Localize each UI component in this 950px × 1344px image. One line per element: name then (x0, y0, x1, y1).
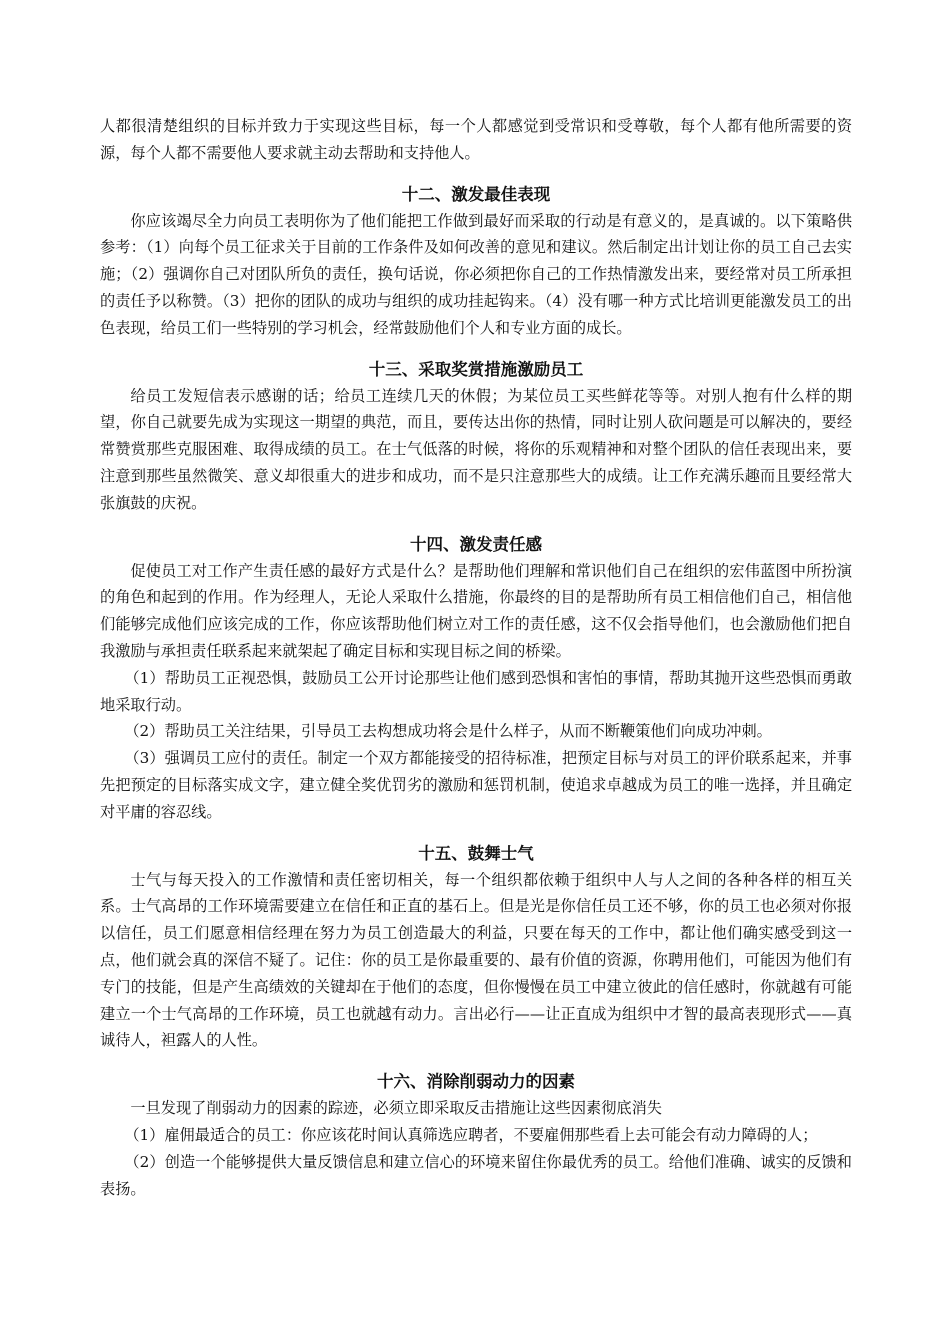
section-16-paragraph: 一旦发现了削弱动力的因素的踪迹，必须立即采取反击措施让这些因素彻底消失 (130, 1099, 662, 1118)
section-14-item-1: （1）帮助员工正视恐惧，鼓励员工公开讨论那些让他们感到恐惧和害怕的事情，帮助其抛开这些恐惧而勇敢地采取行动。 (100, 668, 852, 714)
section-13-title: 十三、采取奖赏措施激励员工 (368, 359, 584, 379)
intro-paragraph: 人都很清楚组织的目标并致力于实现这些目标，每一个人都感觉到受常识和受尊敬，每个人都有他所需要的资源，每个人都不需要他人要求就主动去帮助和支持他人。 (100, 117, 852, 162)
section-15-title: 十五、鼓舞士气 (418, 843, 534, 863)
section-16-title: 十六、消除削弱动力的因素 (377, 1072, 575, 1092)
section-14-title: 十四、激发责任感 (410, 534, 542, 554)
section-16-item-1: （1）雇佣最适合的员工：你应该花时间认真筛选应聘者，不要雇佣那些看上去可能会有动力障碍的人； (124, 1125, 818, 1144)
section-14-paragraph: 促使员工对工作产生责任感的最好方式是什么？是帮助他们理解和常识他们自己在组织的宏伟蓝图中所扮演的角色和起到的作用。作为经理人，无论人采取什么措施，你最终的目的是帮助所有员工相信他们自己，相信他们能够完成他们应该完成的工作，你应该帮助他们树立对工作的责任感，这不仅会指导他们，也会激励他们把自我激励与承担责任联系起来就架起了确定目标和实现目标之间的桥梁。 (100, 561, 852, 660)
section-12-paragraph: 你应该竭尽全力向员工表明你为了他们能把工作做到最好而采取的行动是有意义的，是真诚的。以下策略供参考：（1）向每个员工征求关于目前的工作条件及如何改善的意见和建议。然后制定出计划让你的员工自己去实施；（2）强调你自己对团队所负的责任，换句话说，你必须把你自己的工作热情激发出来，要经常对员工所承担的责任予以称赞。（3）把你的团队的成功与组织的成功挂起钩来。（4）没有哪一种方式比培训更能激发员工的出色表现，给员工们一些特别的学习机会，经常鼓励他们个人和专业方面的成长。 (100, 211, 852, 337)
document-body (100, 113, 852, 1202)
section-15-paragraph: 士气与每天投入的工作激情和责任密切相关，每一个组织都依赖于组织中人与人之间的各种各样的相互关系。士气高昂的工作环境需要建立在信任和正直的基石上。但是光是你信任员工还不够，你的员工也必须对你报以信任，员工们愿意相信经理在努力为员工创造最大的利益，只要在每天的工作中，都让他们确实感受到这一点，他们就会真的深信不疑了。记住：你的员工是你最重要的、最有价值的资源，你聘用他们，可能因为他们有专门的技能，但是产生高绩效的关键却在于他们的态度，但你慢慢在员工中建立彼此的信任感时，你就越有可能建立一个士气高昂的工作环境，员工也就越有动力。言出必行——让正直成为组织中才智的最高表现形式——真诚待人，袒露人的人性。 (100, 870, 852, 1050)
section-12-title: 十二、激发最佳表现 (401, 184, 551, 204)
section-14-item-2: （2）帮助员工关注结果，引导员工去构想成功将会是什么样子，从而不断鞭策他们向成功冲刺。 (124, 722, 772, 741)
section-16-item-2: （2）创造一个能够提供大量反馈信息和建立信心的环境来留住你最优秀的员工。给他们准确、诚实的反馈和表扬。 (100, 1152, 852, 1198)
section-13-paragraph: 给员工发短信表示感谢的话；给员工连续几天的休假；为某位员工买些鲜花等等。对别人抱有什么样的期望，你自己就要先成为实现这一期望的典范，而且，要传达出你的热情，同时让别人砍问题是可以解决的，要经常赞赏那些克服困难、取得成绩的员工。在士气低落的时候，将你的乐观精神和对整个团队的信任表现出来，要注意到那些虽然微笑、意义却很重大的进步和成功，而不是只注意那些大的成绩。让工作充满乐趣而且要经常大张旗鼓的庆祝。 (100, 386, 852, 512)
section-14-item-3: （3）强调员工应付的责任。制定一个双方都能接受的招待标准，把预定目标与对员工的评价联系起来，并事先把预定的目标落实成文字，建立健全奖优罚劣的激励和惩罚机制，使追求卓越成为员工的唯一选择，并且确定对平庸的容忍线。 (100, 749, 852, 821)
